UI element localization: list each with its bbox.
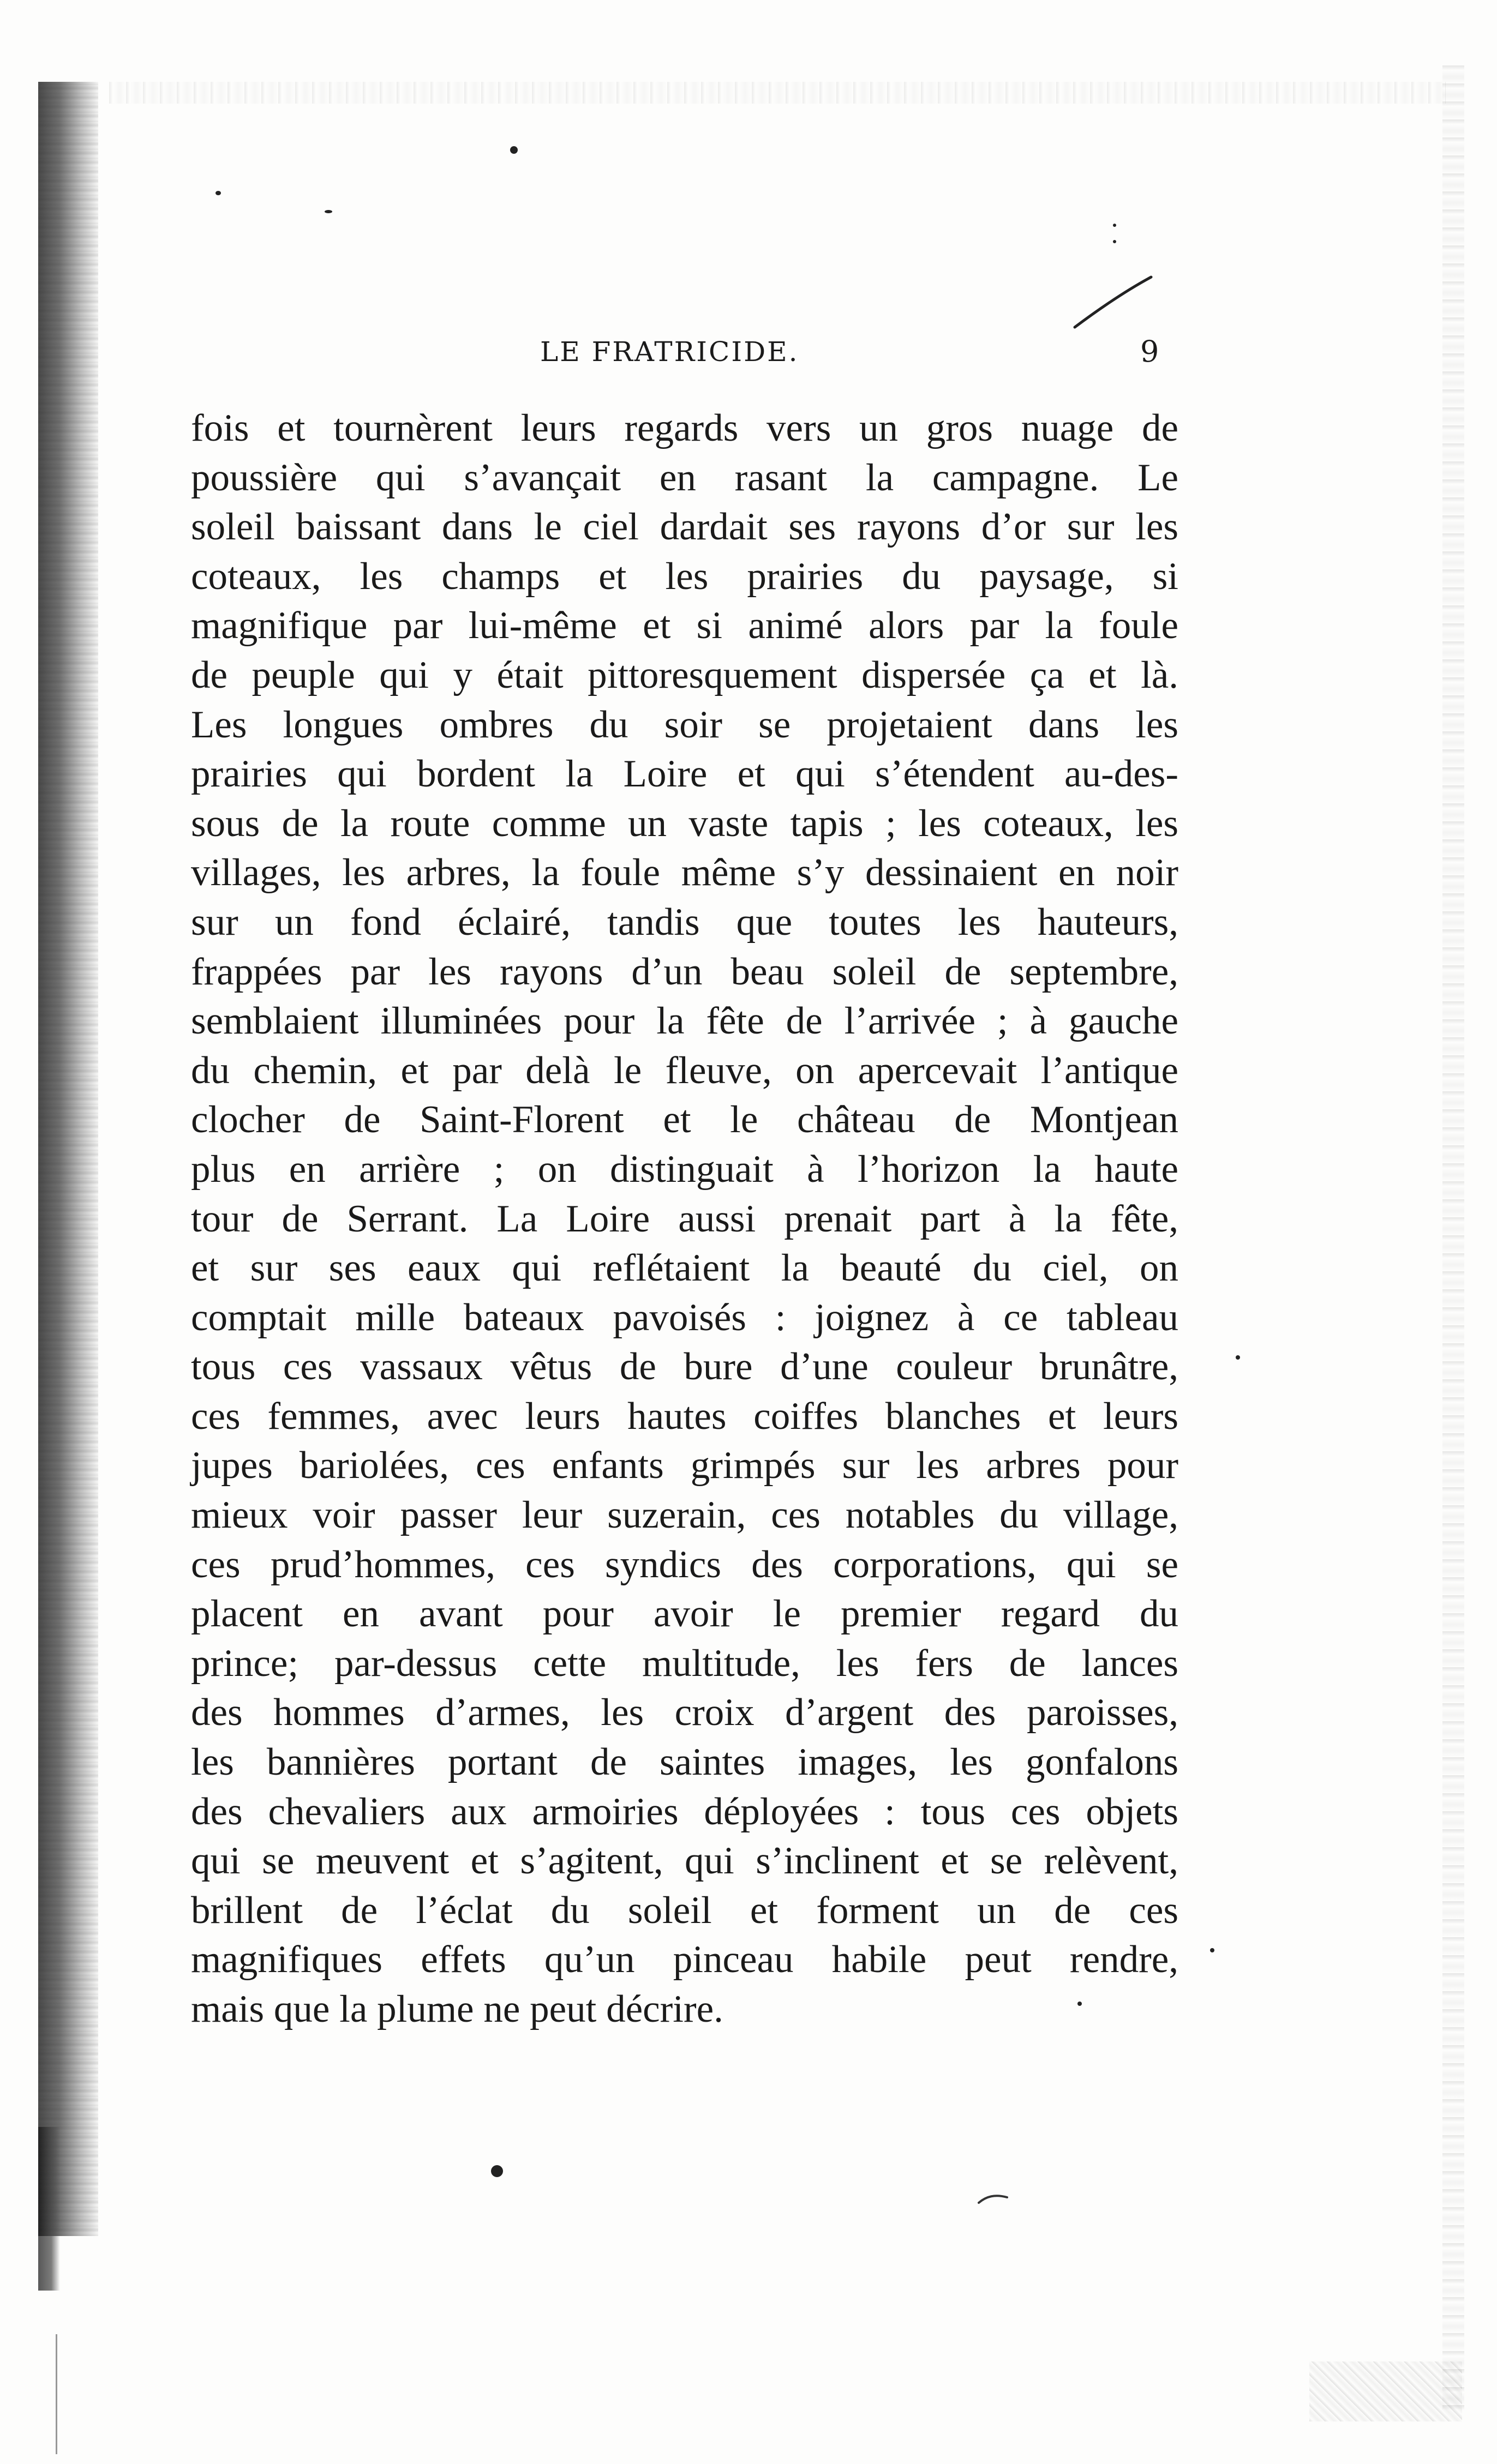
text-line: comptait mille bateaux pavoisés : joignez à ce tableau xyxy=(191,1296,1178,1339)
ink-speck xyxy=(215,191,221,195)
text-line: du chemin, et par delà le fleuve, on apercevait l’antique xyxy=(191,1049,1178,1092)
text-line-last: mais que la plume ne peut décrire. xyxy=(191,1988,723,2030)
text-line: de peuple qui y était pittoresquement dispersée ça et là. xyxy=(191,653,1178,696)
text-line: plus en arrière ; on distinguait à l’horizon la haute xyxy=(191,1147,1178,1191)
pencil-mark xyxy=(1069,273,1157,333)
ink-speck xyxy=(1236,1355,1240,1360)
text-line: des chevaliers aux armoiries déployées : tous ces objets xyxy=(191,1790,1178,1833)
running-title: LE FRATRICIDE. xyxy=(540,336,799,368)
body-text xyxy=(191,404,1178,2034)
running-head xyxy=(191,330,1173,374)
text-line: magnifiques effets qu’un pinceau habile peut rendre, xyxy=(191,1938,1178,1981)
text-line: sur un fond éclairé, tandis que toutes les hauteurs, xyxy=(191,900,1178,943)
text-line: ces femmes, avec leurs hautes coiffes blanches et leurs xyxy=(191,1395,1178,1438)
text-line: semblaient illuminées pour la fête de l’arrivée ; à gauche xyxy=(191,1000,1178,1043)
text-line: jupes bariolées, ces enfants grimpés sur les arbres pour xyxy=(191,1444,1178,1487)
text-line: les bannières portant de saintes images, les gonfalons xyxy=(191,1741,1178,1784)
text-line: placent en avant pour avoir le premier regard du xyxy=(191,1592,1178,1636)
text-line: villages, les arbres, la foule même s’y dessinaient en noir xyxy=(191,851,1178,894)
text-line: ces prud’hommes, ces syndics des corporations, qui se xyxy=(191,1543,1178,1586)
text-line: magnifique par lui-même et si animé alors par la foule xyxy=(191,604,1178,647)
binding-shadow xyxy=(38,82,98,2236)
text-line: prince; par-dessus cette multitude, les fers de lances xyxy=(191,1642,1178,1685)
ink-speck xyxy=(1113,224,1116,227)
text-line: sous de la route comme un vaste tapis ; les coteaux, les xyxy=(191,802,1178,845)
text-line: et sur ses eaux qui reflétaient la beauté du ciel, on xyxy=(191,1247,1178,1290)
pencil-tick xyxy=(977,2190,1009,2206)
ink-speck xyxy=(491,2165,503,2177)
page-number: 9 xyxy=(1140,334,1159,369)
scan-noise-bottom xyxy=(1309,2361,1462,2421)
ink-speck xyxy=(1210,1948,1214,1952)
text-line: soleil baissant dans le ciel dardait ses rayons d’or sur les xyxy=(191,506,1178,549)
text-line: tour de Serrant. La Loire aussi prenait part à la fête, xyxy=(191,1197,1178,1240)
text-line: clocher de Saint-Florent et le château de Montjean xyxy=(191,1098,1178,1141)
binding-shadow-lower xyxy=(38,2127,60,2291)
scan-noise-top xyxy=(109,82,1446,104)
text-line: frappées par les rayons d’un beau soleil de septembre, xyxy=(191,950,1178,993)
ink-speck xyxy=(325,210,332,213)
text-line: mieux voir passer leur suzerain, ces notables du village, xyxy=(191,1494,1178,1537)
ink-speck xyxy=(510,146,518,154)
text-line: brillent de l’éclat du soleil et forment un de ces xyxy=(191,1889,1178,1932)
page-edge-line xyxy=(56,2334,57,2454)
text-line: des hommes d’armes, les croix d’argent des paroisses, xyxy=(191,1691,1178,1734)
ink-speck xyxy=(1113,240,1116,243)
text-line: prairies qui bordent la Loire et qui s’étendent au-des- xyxy=(191,753,1178,796)
text-line: poussière qui s’avançait en rasant la campagne. Le xyxy=(191,456,1178,499)
text-line: Les longues ombres du soir se projetaient dans les xyxy=(191,703,1178,746)
text-line: qui se meuvent et s’agitent, qui s’inclinent et se relèvent, xyxy=(191,1840,1178,1883)
text-line: tous ces vassaux vêtus de bure d’une couleur brunâtre, xyxy=(191,1345,1178,1389)
scan-noise-right xyxy=(1442,65,1464,2411)
text-line: fois et tournèrent leurs regards vers un gros nuage de xyxy=(191,407,1178,449)
text-line: coteaux, les champs et les prairies du paysage, si xyxy=(191,555,1178,598)
